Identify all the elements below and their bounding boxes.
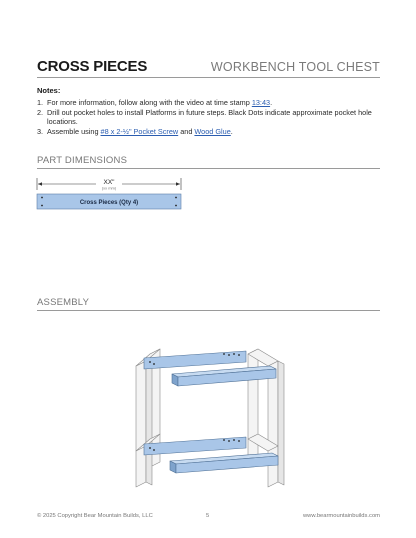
notes-list [37,98,382,136]
front-right-leg-front [278,361,284,485]
pocket-hole-dot [153,449,155,451]
pocket-hole-dot [175,205,177,207]
pocket-screw-link[interactable]: #8 x 2-½" Pocket Screw [100,126,179,136]
note-item: 1. For more information, follow along with the video at time stamp 13:43. [37,98,273,107]
dimension-label: XX" [103,179,115,186]
pocket-hole-dot [223,439,225,441]
pocket-hole-dot [149,447,151,449]
assembly-heading: ASSEMBLY [37,297,90,308]
pocket-hole-dot [228,354,230,356]
page-title: CROSS PIECES [37,58,148,75]
piece-label: Cross Pieces (Qty 4) [79,200,139,206]
notes-heading: Notes: [37,86,61,95]
video-timestamp-link[interactable]: 13:43 [251,98,271,107]
dimension-metric-label: (xx mm) [101,185,117,191]
part-dimension-diagram [0,172,416,222]
note-text: For more information, follow along with the video at time stamp [47,98,252,107]
pocket-hole-dot [41,205,43,207]
note-item [37,108,382,127]
front-left-leg-front [146,361,152,485]
part-dimensions-divider [37,168,380,169]
part-dimensions-heading: PART DIMENSIONS [37,155,128,166]
project-subtitle: WORKBENCH TOOL CHEST [210,60,380,74]
title-divider [37,77,380,78]
note-text: Assemble using [47,126,101,136]
footer-page-number: 5 [206,513,210,519]
wood-glue-link[interactable]: Wood Glue [194,126,231,136]
footer-website[interactable]: www.bearmountainbuilds.com [302,513,380,519]
front-left-leg-side [136,361,146,487]
dimension-arrow-right [176,182,180,185]
pocket-hole-dot [233,353,235,355]
note-number: 3. [37,126,44,136]
pocket-hole-dot [153,363,155,365]
dimension-arrow-left [38,182,42,185]
note-item: 3. Assemble using #8 x 2-½" Pocket Screw and Wood Glue. [37,126,233,136]
pocket-hole-dot [149,361,151,363]
pocket-hole-dot [238,440,240,442]
note-number: 2. [37,107,44,117]
pocket-hole-dot [228,440,230,442]
pocket-hole-dot [238,354,240,356]
footer-copyright: © 2025 Copyright Bear Mountain Builds, LLC [37,513,153,519]
pocket-hole-dot [233,439,235,441]
pocket-hole-dot [175,197,177,199]
note-number: 1. [37,98,44,107]
pocket-hole-dot [223,353,225,355]
back-right-leg [248,349,258,467]
assembly-illustration [0,320,416,500]
assembly-divider [37,310,380,311]
front-right-leg-side [268,361,278,487]
pocket-hole-dot [41,197,43,199]
note-text: Drill out pocket holes to install Platforms in future steps. Black Dots indicate approximate pocket hole locations. [47,107,372,127]
